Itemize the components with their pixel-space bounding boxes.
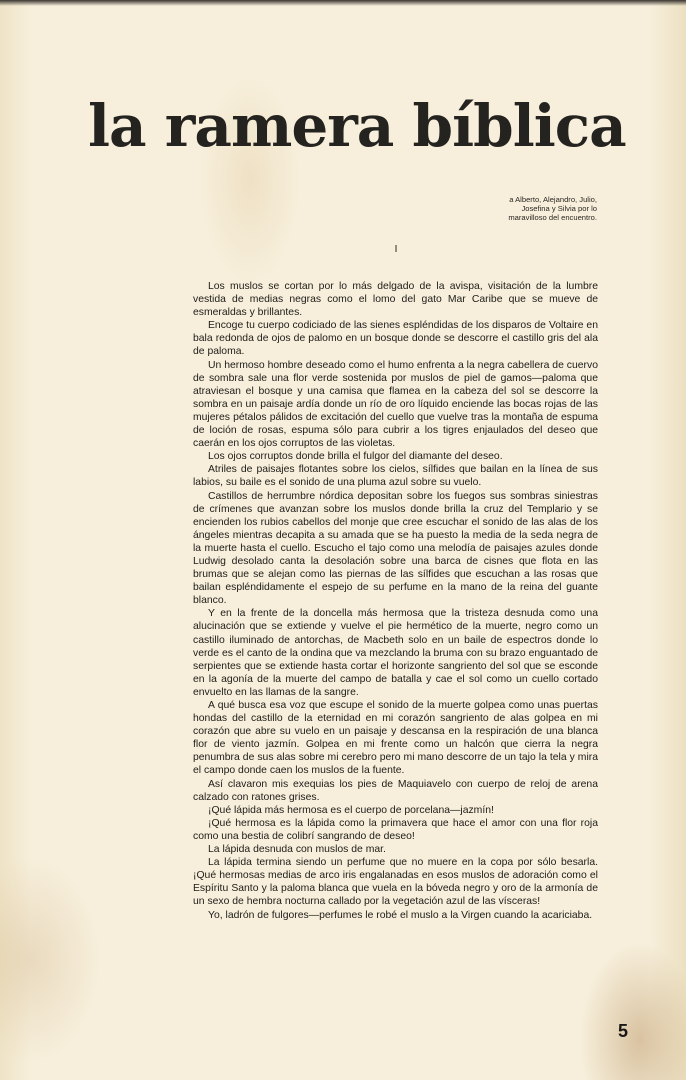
paragraph: Atriles de paisajes flotantes sobre los cielos, sílfides que bailan en la línea de sus labios, su baile es el sonido de una pluma azul sobre su vuelo.	[193, 464, 598, 489]
paragraph: La lápida desnuda con muslos de mar.	[208, 844, 386, 856]
page-top-edge	[0, 0, 686, 6]
dedication-line: maravilloso del encuentro.	[508, 213, 597, 222]
page-number: 5	[618, 1021, 629, 1041]
paragraph: A qué busca esa voz que escupe el sonido de la muerte golpea como unas puertas hondas del castillo de la eternidad en mi corazón sangriento de alas golpea en mi corazón que abre su vuelo en un paisaje y descansa en la respiración de una blanca flor de viento jazmín. Golpea en mi frente como un halcón que cierra la negra penumbra de sus alas sobre mi cerebro pero mi mano descorre de un tajo la tela y mira el campo donde caen los muslos de la fuente.	[193, 700, 598, 777]
paragraph: Y en la frente de la doncella más hermosa que la tristeza desnuda como una alucinación que se extiende y vuelve el pie hermético de la muerte, negro como un castillo iluminado de antorchas, de Macbeth solo en un baile de espectros donde lo verde es el canto de la ondina que va mezclando la bruma con su brazo enguantado de serpientes que se extiende hasta cortar el horizonte sangriento del sol que se esconde en la agonía de la muerte del campo de batalla y cae el sol como un cuello cortado envuelto en las llamas de la sangre.	[193, 608, 598, 698]
paragraph: Encoge tu cuerpo codiciado de las sienes espléndidas de los disparos de Voltaire en bala redonda de ojos de palomo en un bosque donde se descorre el castillo gris del ala de paloma.	[193, 320, 598, 358]
paragraph: ¡Qué lápida más hermosa es el cuerpo de porcelana—jazmín!	[208, 804, 494, 816]
section-numeral: I	[394, 244, 398, 255]
paragraph: Los ojos corruptos donde brilla el fulgor del diamante del deseo.	[208, 451, 503, 463]
paragraph: Así clavaron mis exequias los pies de Maquiavelo con cuerpo de reloj de arena calzado con ratones grises.	[193, 778, 598, 803]
article-title: la ramera bíblica	[88, 92, 626, 160]
paragraph: Los muslos se cortan por lo más delgado de la avispa, visitación de la lumbre vestida de medias negras como el lomo del gato Mar Caribe que se mueve de esmeraldas y brillantes.	[193, 281, 598, 319]
article-body	[193, 280, 598, 922]
dedication-line: a Alberto, Alejandro, Julio,	[509, 195, 597, 204]
paragraph: Un hermoso hombre deseado como el humo enfrenta a la negra cabellera de cuervo de sombra sale una flor verde sostenida por muslos de piel de gamos—paloma que atraviesan el bosque y una camisa que flamea en la cabeza del sol se descorre la sombra en un paisaje ardía donde un río de oro líquido enciende las bocas rojas de las mujeres pétalos pálidos de excitación del cuello que vuelve tras la montaña de espuma de loción de rosas, espuma sólo para cubrir a los tigres enjaulados del deseo que caerán en los ojos corruptos de las violetas.	[193, 359, 598, 450]
paragraph: La lápida termina siendo un perfume que no muere en la copa por sólo besarla. ¡Qué hermosas medias de arco iris engalanadas en esos muslos de adoración como el Espíritu Santo y la paloma blanca que vuela en la bóveda negro y oro de la armonía de un sexo de hembra nocturna callado por la vegetación azul de las vísceras!	[193, 857, 598, 908]
dedication	[397, 195, 597, 222]
paragraph: Yo, ladrón de fulgores—perfumes le robé el muslo a la Virgen cuando la acariciaba.	[208, 909, 593, 921]
paragraph: ¡Qué hermosa es la lápida como la primavera que hace el amor con una flor roja como una bestia de colibrí sangrando de deseo!	[193, 817, 598, 842]
paragraph: Castillos de herrumbre nórdica depositan sobre los fuegos sus sombras siniestras de crímenes que avanzan sobre los muslos donde brilla la cruz del Templario y se encienden los rubios cabellos del monje que cree escuchar el sonido de las alas de los ángeles mientras decapita a su amada que se ha puesto la media de la seda negra de la muerte hasta el cuello. Escucho el tajo como una melodía de paisajes azules donde Ludwig desolado canta la desolación sobre una barca de cisnes que flota en las brumas que se alejan como las piernas de las sílfides que escuchan a las rosas que bailan espléndidamente el espejo de su perfume en la mano de la reina del guante blanco.	[193, 490, 598, 607]
dedication-line: Josefina y Silvia por lo	[521, 204, 597, 213]
